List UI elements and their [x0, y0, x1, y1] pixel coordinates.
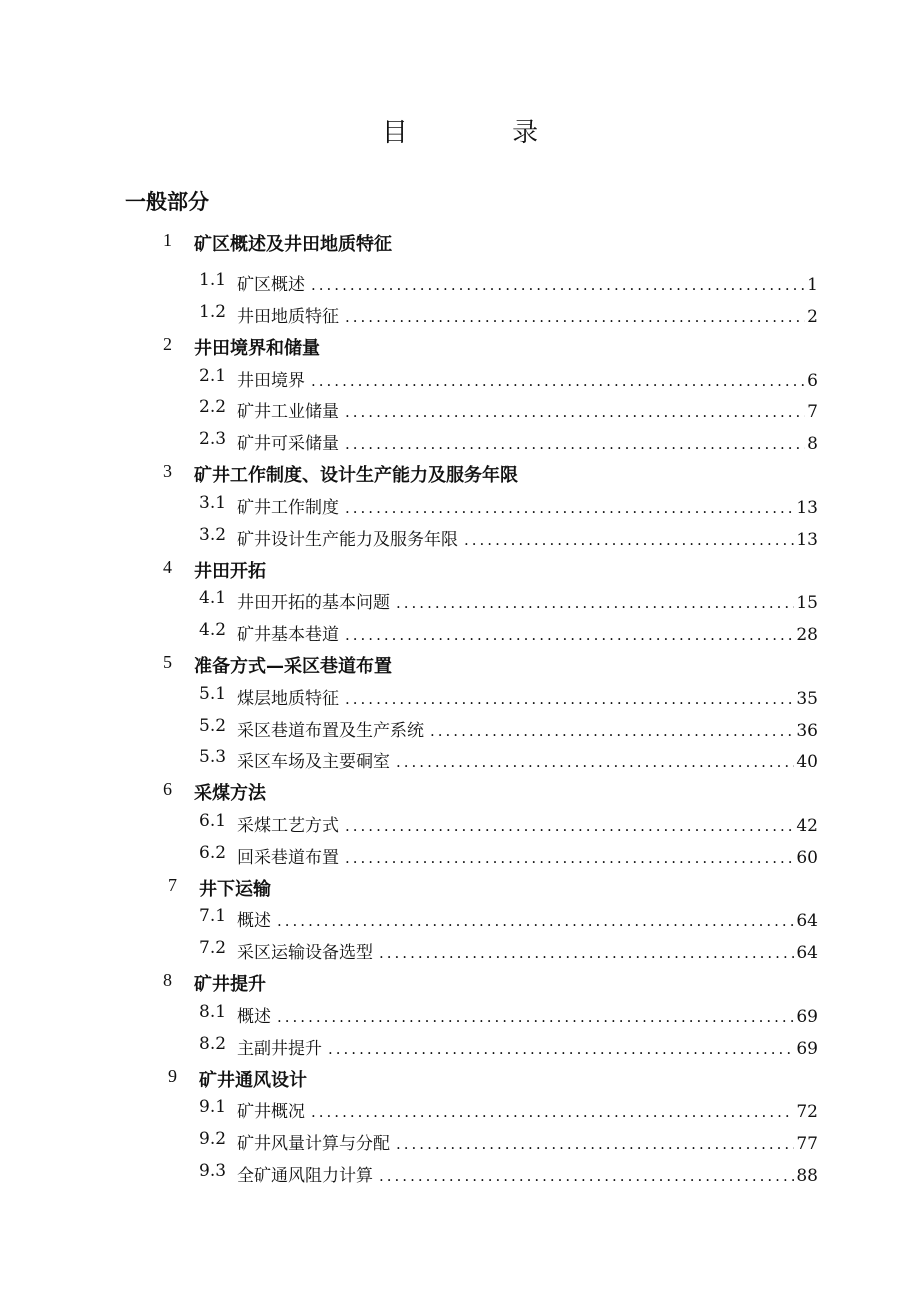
page-number: 69: [796, 1007, 818, 1027]
section-row[interactable]: [0, 270, 920, 296]
page-number: 64: [796, 943, 818, 963]
leader-dots: [345, 626, 794, 644]
chapter-title: 矿区概述及井田地质特征: [194, 234, 392, 255]
chapter-title: 采煤方法: [194, 783, 266, 804]
chapter-number: 2: [163, 334, 172, 354]
section-row[interactable]: [0, 366, 920, 392]
chapter-title: 矿井提升: [194, 974, 266, 995]
section-row[interactable]: [0, 906, 920, 932]
section-row[interactable]: [0, 1097, 920, 1123]
chapter-number: 6: [163, 779, 172, 799]
page-number: 72: [796, 1102, 818, 1122]
section-number: 1.2: [199, 302, 227, 322]
section-row[interactable]: [0, 938, 920, 964]
section-title: 主副井提升: [237, 1039, 322, 1059]
section-number: 5.3: [199, 747, 227, 767]
section-title: 采区巷道布置及生产系统: [237, 721, 424, 741]
section-number: 4.2: [199, 620, 227, 640]
section-row[interactable]: [0, 429, 920, 455]
leader-dots: [464, 531, 794, 549]
section-row[interactable]: [0, 843, 920, 869]
page-number: 60: [796, 848, 818, 868]
leader-dots: [345, 849, 794, 867]
page-number: 88: [796, 1166, 818, 1186]
chapter-number: 4: [163, 557, 172, 577]
leader-dots: [277, 912, 794, 930]
leader-dots: [345, 435, 805, 453]
leader-dots: [328, 1040, 794, 1058]
chapter-title: 矿井工作制度、设计生产能力及服务年限: [194, 465, 518, 486]
section-number: 3.1: [199, 493, 227, 513]
section-row[interactable]: [0, 1034, 920, 1060]
leader-dots: [311, 372, 805, 390]
chapter-number: 7: [168, 875, 177, 895]
leader-dots: [379, 1167, 794, 1185]
section-title: 采区车场及主要硐室: [237, 752, 390, 772]
page-number: 28: [796, 625, 818, 645]
leader-dots: [311, 276, 805, 294]
section-number: 1.1: [199, 270, 227, 290]
leader-dots: [345, 690, 794, 708]
chapter-row[interactable]: [0, 334, 920, 360]
page-title: 目 录: [381, 118, 587, 148]
section-number: 8.1: [199, 1002, 227, 1022]
page-number: 7: [807, 402, 818, 422]
section-row[interactable]: [0, 620, 920, 646]
section-number: 3.2: [199, 525, 227, 545]
leader-dots: [277, 1008, 794, 1026]
section-title: 矿井工作制度: [237, 498, 339, 518]
page-number: 2: [807, 307, 818, 327]
leader-dots: [311, 1103, 794, 1121]
section-number: 9.1: [199, 1097, 227, 1117]
section-title: 井田地质特征: [237, 307, 339, 327]
section-title: 概述: [237, 1007, 271, 1027]
chapter-title: 矿井通风设计: [199, 1070, 307, 1091]
page-number: 13: [796, 530, 818, 550]
leader-dots: [345, 817, 794, 835]
chapter-number: 5: [163, 652, 172, 672]
chapter-row[interactable]: [0, 557, 920, 583]
section-row[interactable]: [0, 1161, 920, 1187]
section-row[interactable]: [0, 1002, 920, 1028]
page-number: 69: [796, 1039, 818, 1059]
section-row[interactable]: [0, 747, 920, 773]
section-row[interactable]: [0, 811, 920, 837]
section-title: 矿井工业储量: [237, 402, 339, 422]
section-title: 采煤工艺方式: [237, 816, 339, 836]
section-row[interactable]: [0, 588, 920, 614]
page-number: 8: [807, 434, 818, 454]
section-number: 7.1: [199, 906, 227, 926]
section-title: 矿井风量计算与分配: [237, 1134, 390, 1154]
section-row[interactable]: [0, 493, 920, 519]
page-number: 42: [796, 816, 818, 836]
section-title: 矿井可采储量: [237, 434, 339, 454]
section-number: 9.3: [199, 1161, 227, 1181]
chapter-number: 9: [168, 1066, 177, 1086]
chapter-number: 1: [163, 230, 172, 250]
section-number: 2.2: [199, 397, 227, 417]
page-number: 36: [796, 721, 818, 741]
section-title: 矿井概况: [237, 1102, 305, 1122]
chapter-row[interactable]: [0, 652, 920, 678]
page-number: 6: [807, 371, 818, 391]
leader-dots: [396, 753, 794, 771]
section-row[interactable]: [0, 716, 920, 742]
page-number: 13: [796, 498, 818, 518]
leader-dots: [379, 944, 794, 962]
section-title: 井田开拓的基本问题: [237, 593, 390, 613]
section-number: 5.1: [199, 684, 227, 704]
section-number: 9.2: [199, 1129, 227, 1149]
page-number: 15: [796, 593, 818, 613]
leader-dots: [345, 499, 794, 517]
section-number: 5.2: [199, 716, 227, 736]
chapter-title: 井田开拓: [194, 561, 266, 582]
leader-dots: [345, 308, 805, 326]
section-title: 采区运输设备选型: [237, 943, 373, 963]
chapter-number: 3: [163, 461, 172, 481]
chapter-row[interactable]: [0, 1066, 920, 1092]
section-number: 6.2: [199, 843, 227, 863]
part-heading: 一般部分: [125, 190, 209, 214]
section-number: 6.1: [199, 811, 227, 831]
chapter-row[interactable]: [0, 461, 920, 487]
section-title: 全矿通风阻力计算: [237, 1166, 373, 1186]
section-row[interactable]: [0, 684, 920, 710]
section-row[interactable]: [0, 525, 920, 551]
section-title: 回采巷道布置: [237, 848, 339, 868]
section-title: 矿区概述: [237, 275, 305, 295]
chapter-number: 8: [163, 970, 172, 990]
section-title: 矿井设计生产能力及服务年限: [237, 530, 458, 550]
section-row[interactable]: [0, 1129, 920, 1155]
chapter-row[interactable]: [0, 230, 920, 256]
page-number: 40: [796, 752, 818, 772]
leader-dots: [430, 722, 794, 740]
section-number: 2.1: [199, 366, 227, 386]
page-number: 1: [807, 275, 818, 295]
leader-dots: [345, 403, 805, 421]
page-number: 64: [796, 911, 818, 931]
chapter-title: 井田境界和储量: [194, 338, 320, 359]
section-row[interactable]: [0, 397, 920, 423]
leader-dots: [396, 594, 794, 612]
section-number: 2.3: [199, 429, 227, 449]
chapter-row[interactable]: [0, 970, 920, 996]
page-number: 35: [796, 689, 818, 709]
page-number: 77: [796, 1134, 818, 1154]
section-title: 矿井基本巷道: [237, 625, 339, 645]
chapter-title: 井下运输: [199, 879, 271, 900]
chapter-row[interactable]: [0, 875, 920, 901]
section-number: 7.2: [199, 938, 227, 958]
section-title: 井田境界: [237, 371, 305, 391]
section-number: 4.1: [199, 588, 227, 608]
section-title: 概述: [237, 911, 271, 931]
chapter-row[interactable]: [0, 779, 920, 805]
section-row[interactable]: [0, 302, 920, 328]
chapter-title: 准备方式—采区巷道布置: [194, 656, 392, 677]
section-number: 8.2: [199, 1034, 227, 1054]
section-title: 煤层地质特征: [237, 689, 339, 709]
leader-dots: [396, 1135, 794, 1153]
